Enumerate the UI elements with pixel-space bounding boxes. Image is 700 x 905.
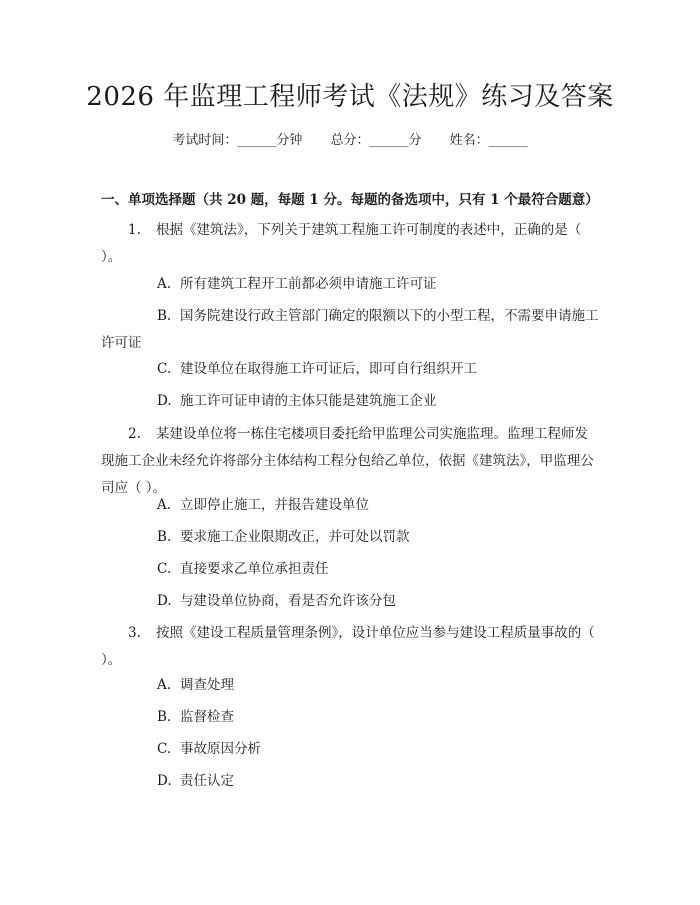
- exam-time-field: 考试时间：______分钟: [172, 133, 303, 148]
- question-2-option-b: [101, 524, 601, 551]
- option-letter: A.: [157, 276, 172, 292]
- exam-info-row: [0, 131, 700, 151]
- option-letter: C.: [157, 361, 172, 377]
- option-letter: B.: [157, 308, 172, 324]
- option-text: 事故原因分析: [180, 741, 261, 757]
- option-letter: C.: [157, 561, 172, 577]
- question-number: 3.: [128, 625, 141, 641]
- question-2-option-c: [101, 556, 601, 583]
- question-3-option-a: [101, 672, 601, 699]
- option-text: 与建设单位协商，看是否允许该分包: [180, 593, 396, 609]
- question-text: 根据《建筑法》，下列关于建筑工程施工许可制度的表述中，正确的是（ ）。: [101, 222, 582, 265]
- option-letter: A.: [157, 497, 172, 513]
- question-1-option-c: [101, 356, 601, 383]
- option-letter: D.: [157, 593, 172, 609]
- section-header: 一、单项选择题（共 20 题，每题 1 分。每题的备选项中，只有 1 个最符合题意）: [101, 192, 599, 208]
- question-3-option-b: [101, 704, 601, 731]
- option-letter: D.: [157, 773, 172, 789]
- option-text: 立即停止施工，并报告建设单位: [180, 497, 369, 513]
- option-text: 直接要求乙单位承担责任: [180, 561, 329, 577]
- student-name-field: 姓名：______: [449, 133, 528, 148]
- option-text: 所有建筑工程开工前都必须申请施工许可证: [180, 276, 437, 292]
- option-letter: C.: [157, 741, 172, 757]
- question-2-option-a: [101, 492, 601, 519]
- option-text: 调查处理: [180, 677, 234, 693]
- option-letter: B.: [157, 529, 172, 545]
- question-3-option-c: [101, 736, 601, 763]
- option-text: 施工许可证申请的主体只能是建筑施工企业: [180, 393, 437, 409]
- question-number: 2.: [128, 426, 141, 442]
- question-3-stem: [101, 620, 601, 674]
- option-text: 国务院建设行政主管部门确定的限额以下的小型工程，不需要申请施工许可证: [101, 308, 599, 351]
- question-2-stem: [101, 421, 601, 502]
- option-text: 要求施工企业限期改正，并可处以罚款: [180, 529, 410, 545]
- question-1-stem: [101, 217, 601, 271]
- question-text: 按照《建设工程质量管理条例》，设计单位应当参与建设工程质量事故的（ ）。: [101, 625, 595, 668]
- option-letter: D.: [157, 393, 172, 409]
- question-number: 1.: [128, 222, 141, 238]
- question-1-option-b: [101, 303, 601, 357]
- option-letter: A.: [157, 677, 172, 693]
- option-text: 监督检查: [180, 709, 234, 725]
- question-2-option-d: [101, 588, 601, 615]
- total-score-field: 总分：______分: [330, 133, 422, 148]
- option-letter: B.: [157, 709, 172, 725]
- document-title: 2026 年监理工程师考试《法规》练习及答案: [86, 82, 614, 112]
- option-text: 责任认定: [180, 773, 234, 789]
- question-text: 某建设单位将一栋住宅楼项目委托给甲监理公司实施监理。监理工程师发现施工企业未经允许将部分主体结构工程分包给乙单位，依据《建筑法》，甲监理公司应（ ）。: [101, 426, 594, 496]
- option-text: 建设单位在取得施工许可证后，即可自行组织开工: [180, 361, 477, 377]
- question-3-option-d: [101, 768, 601, 795]
- question-1-option-a: [101, 271, 601, 298]
- question-1-option-d: [101, 388, 601, 415]
